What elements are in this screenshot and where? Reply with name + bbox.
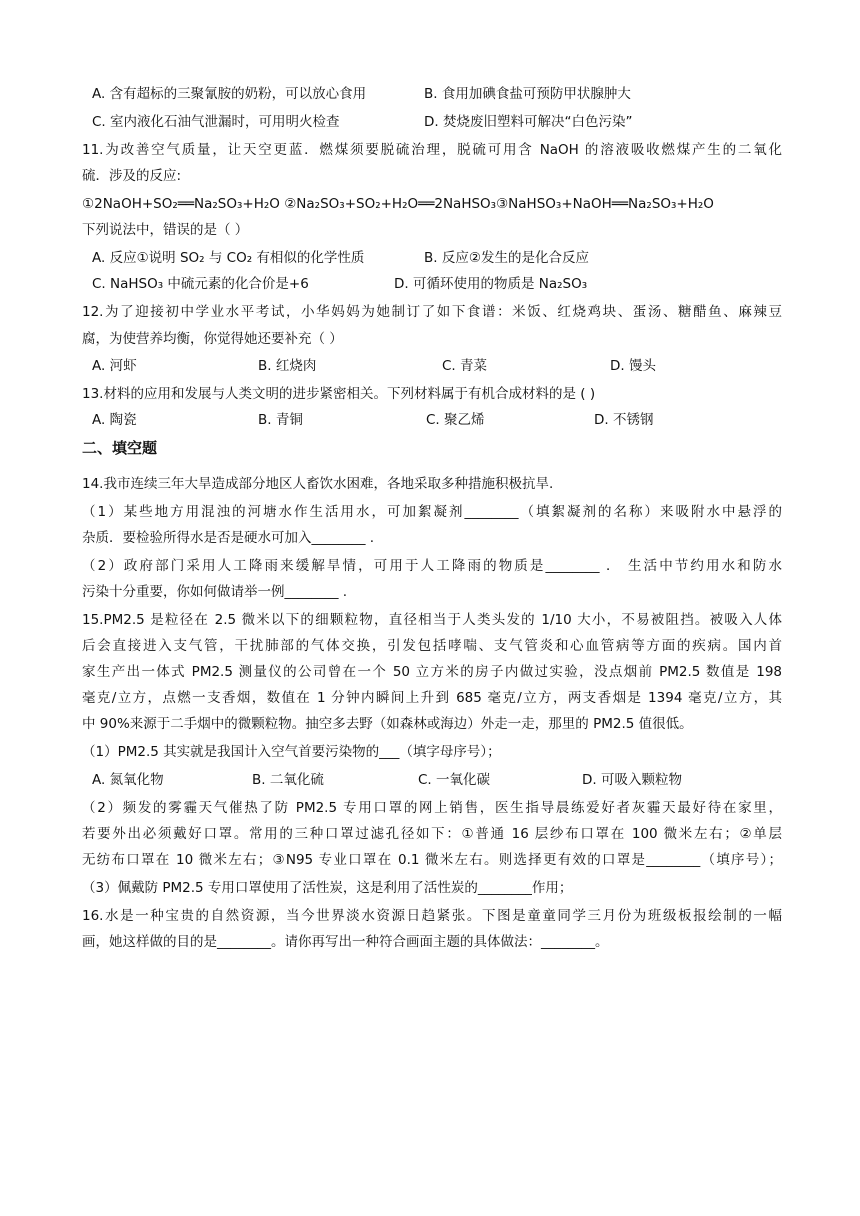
q14-part2-line2: 污染十分重要，你如何做请举一例________ .	[82, 584, 348, 600]
q15-part3: （3）佩戴防 PM2.5 专用口罩使用了活性炭，这是利用了活性炭的________作用；	[82, 880, 573, 896]
q12-stem-line2: 腐，为使营养均衡，你觉得她还要补充（ ）	[82, 331, 343, 347]
section-heading-fill-in: 二、填空题	[82, 439, 158, 457]
q10-option-c: C. 室内液化石油气泄漏时，可用明火检查	[92, 114, 340, 130]
q15-option-c: C. 一氧化碳	[418, 772, 491, 788]
q14-stem: 14.我市连续三年大旱造成部分地区人畜饮水困难，各地采取多种措施积极抗旱.	[82, 476, 554, 492]
q12-option-b: B. 红烧肉	[258, 358, 317, 374]
q11-option-d: D. 可循环使用的物质是 Na₂SO₃	[394, 276, 588, 292]
q10-option-d: D. 焚烧废旧塑料可解决“白色污染”	[424, 114, 633, 130]
q16-line1: 16.水是一种宝贵的自然资源，当今世界淡水资源日趋紧张。下图是童童同学三月份为班级板报绘制的一幅	[82, 908, 782, 924]
q15-passage-line1: 15.PM2.5 是粒径在 2.5 微米以下的细颗粒物，直径相当于人类头发的 1/10 大小，不易被阻挡。被吸入人体	[82, 612, 782, 628]
q13-option-d: D. 不锈钢	[594, 412, 654, 428]
q16-line2: 画，她这样做的目的是________。请你再写出一种符合画面主题的具体做法：________。	[82, 934, 609, 950]
q15-part1: （1）PM2.5 其实就是我国计入空气首要污染物的___（填字母序号）；	[82, 744, 501, 760]
q10-option-b: B. 食用加碘食盐可预防甲状腺肿大	[424, 86, 631, 102]
q11-reactions: ①2NaOH+SO₂══Na₂SO₃+H₂O ②Na₂SO₃+SO₂+H₂O══2NaHSO₃③NaHSO₃+NaOH══Na₂SO₃+H₂O	[82, 196, 714, 212]
q11-option-b: B. 反应②发生的是化合反应	[424, 250, 589, 266]
q15-passage-line5: 中 90%来源于二手烟中的微颗粒物。抽空多去野（如森林或海边）外走一走，那里的 PM2.5 值很低。	[82, 716, 693, 732]
q14-part2-line1: （2）政府部门采用人工降雨来缓解旱情，可用于人工降雨的物质是________ ． 生活中节约用水和防水	[82, 558, 782, 574]
q13-stem: 13.材料的应用和发展与人类文明的进步紧密相关。下列材料属于有机合成材料的是 ( )	[82, 386, 596, 402]
q12-option-c: C. 青菜	[442, 358, 488, 374]
q15-option-a: A. 氮氧化物	[92, 772, 164, 788]
q12-option-a: A. 河虾	[92, 358, 137, 374]
q15-part2-line1: （2）频发的雾霾天气催热了防 PM2.5 专用口罩的网上销售，医生指导晨练爱好者灰霾天最好待在家里，	[82, 800, 782, 816]
q15-passage-line2: 后会直接进入支气管，干扰肺部的气体交换，引发包括哮喘、支气管炎和心血管病等方面的疾病。国内首	[82, 638, 782, 654]
q13-option-c: C. 聚乙烯	[426, 412, 485, 428]
q11-stem-line1: 11.为改善空气质量，让天空更蓝．燃煤须要脱硫治理，脱硫可用含 NaOH 的溶液吸收燃煤产生的二氧化	[82, 142, 782, 158]
q11-stem-line2: 硫．涉及的反应:	[82, 168, 182, 184]
q13-option-b: B. 青铜	[258, 412, 303, 428]
q15-part2-line3: 无纺布口罩在 10 微米左右；③N95 专业口罩在 0.1 微米左右。则选择更有效的口罩是________（填序号）；	[82, 852, 782, 868]
q11-question: 下列说法中，错误的是（ ）	[82, 222, 249, 238]
q15-option-d: D. 可吸入颗粒物	[582, 772, 682, 788]
q15-passage-line4: 毫克/立方，点燃一支香烟，数值在 1 分钟内瞬间上升到 685 毫克/立方，两支香烟是 1394 毫克/立方，其	[82, 690, 782, 706]
q15-option-b: B. 二氧化硫	[252, 772, 324, 788]
q12-option-d: D. 馒头	[610, 358, 656, 374]
q11-option-a: A. 反应①说明 SO₂ 与 CO₂ 有相似的化学性质	[92, 250, 365, 266]
q13-option-a: A. 陶瓷	[92, 412, 137, 428]
q12-stem-line1: 12.为了迎接初中学业水平考试，小华妈妈为她制订了如下食谱：米饭、红烧鸡块、蛋汤、糖醋鱼、麻辣豆	[82, 304, 782, 320]
q14-part1-line1: （1）某些地方用混浊的河塘水作生活用水，可加絮凝剂________（填絮凝剂的名称）来吸附水中悬浮的	[82, 504, 782, 520]
q15-part2-line2: 若要外出必须戴好口罩。常用的三种口罩过滤孔径如下：①普通 16 层纱布口罩在 100 微米左右；②单层	[82, 826, 782, 842]
q15-passage-line3: 家生产出一体式 PM2.5 测量仪的公司曾在一个 50 立方米的房子内做过实验，没点烟前 PM2.5 数值是 198	[82, 664, 782, 680]
q14-part1-line2: 杂质．要检验所得水是否是硬水可加入________ .	[82, 530, 375, 546]
q11-option-c: C. NaHSO₃ 中硫元素的化合价是+6	[92, 276, 309, 292]
q10-option-a: A. 含有超标的三聚氰胺的奶粉，可以放心食用	[92, 86, 367, 102]
